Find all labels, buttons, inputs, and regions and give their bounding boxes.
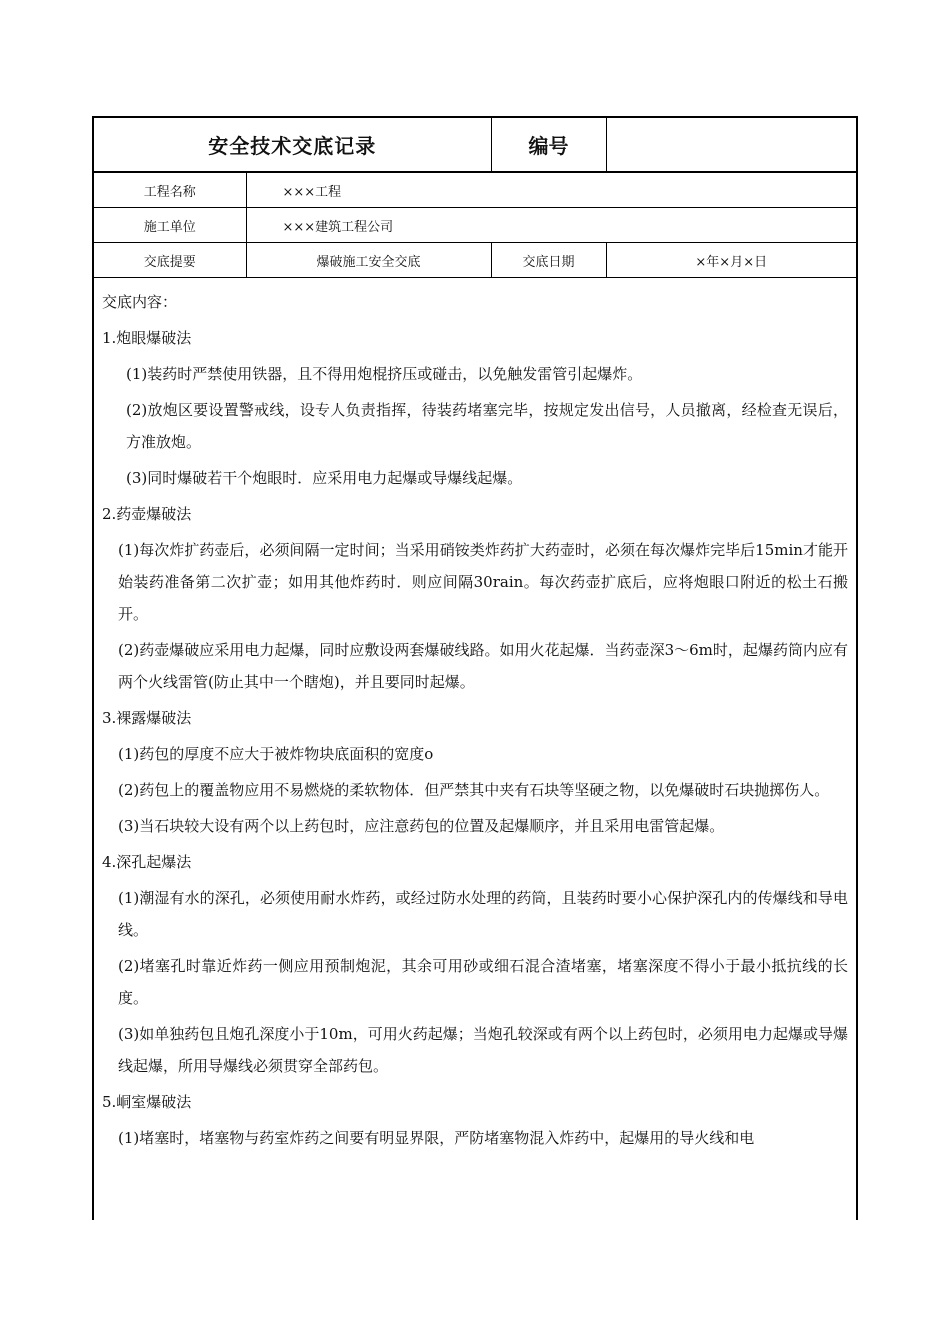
section-item: (3)如单独药包且炮孔深度小于10m，可用火药起爆；当炮孔较深或有两个以上药包时，必须用电力起爆或导爆线起爆，所用导爆线必须贯穿全部药包。	[118, 1025, 848, 1075]
section-item: (2)堵塞孔时靠近炸药一侧应用预制炮泥，其余可用砂或细石混合渣堵塞，堵塞深度不得小于最小抵抗线的长度。	[118, 957, 848, 1007]
summary-value: 爆破施工安全交底	[246, 243, 491, 278]
section-item: (2)药包上的覆盖物应用不易燃烧的柔软物体．但严禁其中夹有石块等坚硬之物，以免爆破时石块抛掷伤人。	[118, 781, 830, 799]
section-item: (3)同时爆破若干个炮眼时．应采用电力起爆或导爆线起爆。	[126, 469, 523, 487]
header-table	[94, 118, 856, 278]
section-item: (2)药壶爆破应采用电力起爆，同时应敷设两套爆破线路。如用火花起爆．当药壶深3～6m时，起爆药筒内应有两个火线雷管(防止其中一个瞎炮)，并且要同时起爆。	[118, 641, 848, 691]
date-value: ×年×月×日	[606, 243, 856, 278]
section-item: (1)每次炸扩药壶后，必须间隔一定时间；当采用硝铵类炸药扩大药壶时，必须在每次爆炸完毕后15min才能开始装药准备第二次扩壶；如用其他炸药时．则应间隔30rain。每次药壶扩底后，应将炮眼口附近的松土石搬开。	[118, 541, 848, 623]
section-heading: 3.裸露爆破法	[102, 709, 192, 727]
section-item: (3)当石块较大设有两个以上药包时，应注意药包的位置及起爆顺序，并且采用电雷管起爆。	[118, 817, 725, 835]
project-name-value: ×××工程	[246, 172, 856, 208]
form-title: 安全技术交底记录	[94, 118, 491, 172]
section-heading: 4.深孔起爆法	[102, 853, 192, 871]
content-lead: 交底内容：	[102, 293, 178, 311]
summary-label: 交底提要	[94, 243, 246, 278]
section-heading: 2.药壶爆破法	[102, 505, 192, 523]
section-item: (1)药包的厚度不应大于被炸物块底面积的宽度o	[118, 745, 434, 763]
number-label: 编号	[491, 118, 606, 172]
section-item: (2)放炮区要设置警戒线，设专人负责指挥，待装药堵塞完毕，按规定发出信号，人员撤离，经检查无误后，方准放炮。	[126, 401, 848, 451]
date-label: 交底日期	[491, 243, 606, 278]
project-name-label: 工程名称	[94, 172, 246, 208]
section-item: (1)堵塞时，堵塞物与药室炸药之间要有明显界限，严防堵塞物混入炸药中，起爆用的导火线和电	[118, 1129, 755, 1147]
company-value: ×××建筑工程公司	[246, 208, 856, 243]
disclosure-record-form	[92, 116, 858, 1220]
company-label: 施工单位	[94, 208, 246, 243]
section-heading: 1.炮眼爆破法	[102, 329, 192, 347]
section-heading: 5.峒室爆破法	[102, 1093, 192, 1111]
disclosure-content	[94, 278, 856, 1154]
section-item: (1)装药时严禁使用铁器，且不得用炮棍挤压或碰击，以免触发雷管引起爆炸。	[126, 365, 643, 383]
number-value	[606, 118, 856, 172]
section-item: (1)潮湿有水的深孔，必须使用耐水炸药，或经过防水处理的药筒，且装药时要小心保护深孔内的传爆线和导电线。	[118, 889, 848, 939]
